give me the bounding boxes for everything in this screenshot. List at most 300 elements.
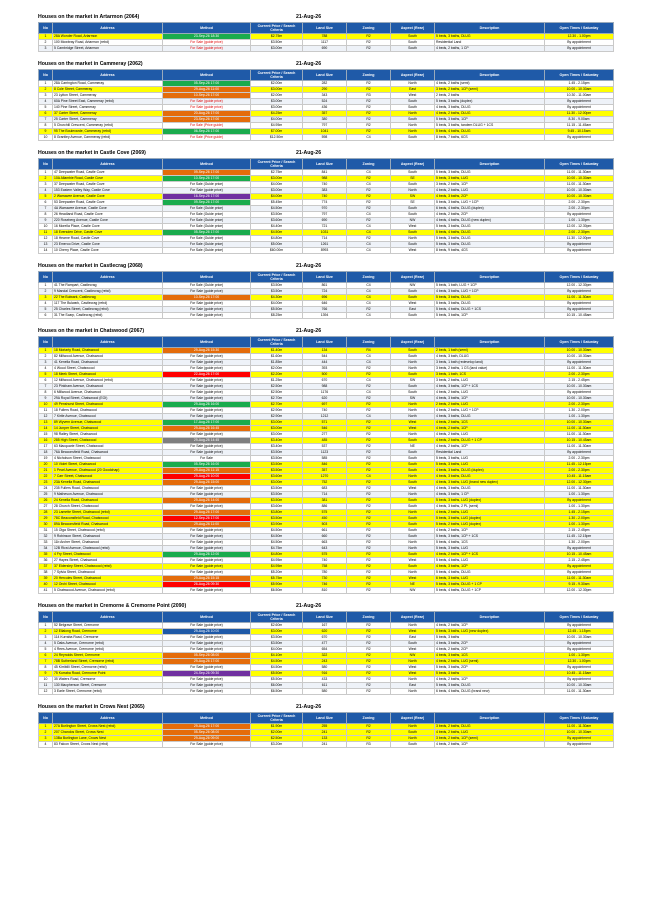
header-price: Current Price / Search Criteria [251, 612, 303, 623]
header-land-size: Land Size [303, 23, 347, 34]
header-price: Current Price / Search Criteria [251, 337, 303, 348]
cell-address: 8 Grantley Avenue, Cammeray (rebd) [53, 135, 163, 141]
cell-no: 2 [39, 176, 53, 182]
header-method: Method [163, 23, 251, 34]
header-description: Description [435, 337, 545, 348]
cell-zoning: R2 [347, 402, 391, 408]
cell-no: 13 [39, 420, 53, 426]
cell-method: For Sale (guide price) [163, 414, 251, 420]
cell-land-size: 444 [303, 360, 347, 366]
section-date: 21-Aug-26 [296, 704, 322, 710]
cell-aspect: North [391, 510, 435, 516]
cell-land-size: 696 [303, 295, 347, 301]
cell-aspect: North [391, 689, 435, 695]
cell-method: For Sale [163, 456, 251, 462]
table-row[interactable] [39, 313, 614, 319]
cell-open-times: 2.00 - 2.30pm [545, 200, 614, 206]
cell-aspect: South [391, 354, 435, 360]
header-land-size: Land Size [303, 612, 347, 623]
cell-price: $3.50m [251, 40, 303, 46]
cell-no: 6 [39, 378, 53, 384]
cell-no: 34 [39, 546, 53, 552]
cell-zoning: C4 [347, 230, 391, 236]
cell-open-times: 2.15 - 2.45pm [545, 378, 614, 384]
cell-description: 4 beds, 3 baths, LUG (brand new duplex) [435, 480, 545, 486]
table-row[interactable] [39, 248, 614, 254]
cell-no: 1 [39, 348, 53, 354]
cell-address: 95 The Boulevarde, Cammeray (rebd) [53, 129, 163, 135]
cell-zoning: R2 [347, 635, 391, 641]
section-title: Houses on the market in Crows Nest (2065) [38, 704, 145, 710]
table-header-row [39, 337, 614, 348]
cell-open-times: 10.00 - 10.30am [545, 176, 614, 182]
cell-aspect: North [391, 540, 435, 546]
cell-zoning: R2 [347, 730, 391, 736]
cell-open-times: By appointment [545, 307, 614, 313]
section-title-row [38, 150, 613, 158]
cell-zoning: R2 [347, 34, 391, 40]
cell-no: 17 [39, 444, 53, 450]
cell-open-times: 10.45 - 11.15am [545, 474, 614, 480]
cell-method: For Sale (guide price) [163, 188, 251, 194]
cell-open-times: 2.00 - 2.30pm [545, 372, 614, 378]
cell-price: $3.00m [251, 629, 303, 635]
cell-land-size: 243 [303, 659, 347, 665]
header-zoning: Zoning [347, 612, 391, 623]
cell-no: 31 [39, 528, 53, 534]
cell-address: 49 Penshurst Street, Chatswood [53, 402, 163, 408]
cell-address: 53 Deepwater Road, Castle Cove [53, 200, 163, 206]
cell-open-times: 12.00 - 12.30pm [545, 480, 614, 486]
cell-zoning: C4 [347, 360, 391, 366]
cell-method: For Sale (guide price) [163, 301, 251, 307]
cell-aspect: South [391, 390, 435, 396]
cell-zoning: R2 [347, 426, 391, 432]
section-title-row [38, 328, 613, 336]
cell-method: For Sale (Guide price) [163, 283, 251, 289]
cell-description: 5 beds, 3 baths, tandem DLUG + 1CS [435, 123, 545, 129]
cell-description: 4 beds, 2 baths, DLUG + 1 CP [435, 438, 545, 444]
cell-open-times: By appointment [545, 99, 614, 105]
cell-open-times: 12.00 - 12.30pm [545, 283, 614, 289]
cell-price: $3.40m [251, 444, 303, 450]
cell-address: 5 Chatswood Avenue, Chatswood (rebd) [53, 588, 163, 594]
header-method: Method [163, 70, 251, 81]
cell-price: $2.00m [251, 81, 303, 87]
cell-price: $3.00m [251, 87, 303, 93]
cell-land-size: 544 [303, 354, 347, 360]
cell-description: 5 beds, 3 baths, DLUG [435, 224, 545, 230]
cell-open-times: By appointment [545, 570, 614, 576]
cell-land-size: 585 [303, 456, 347, 462]
cell-address: 60A Pine Street East, Cammeray (rebd) [53, 99, 163, 105]
cell-method: 20-Aug-26 17:00 [163, 111, 251, 117]
cell-open-times: By appointment [545, 390, 614, 396]
cell-zoning: R2 [347, 408, 391, 414]
cell-zoning: R2 [347, 176, 391, 182]
cell-zoning: R2 [347, 504, 391, 510]
cell-description: 5 beds, 3 baths, LUG (new duplex) [435, 629, 545, 635]
cell-no: 1 [39, 34, 53, 40]
cell-price: $4.00m [251, 182, 303, 188]
cell-aspect: West [391, 224, 435, 230]
cell-address: 28A Carrington Road, Cammeray [53, 81, 163, 87]
cell-price: $1.60m [251, 354, 303, 360]
cell-zoning: C4 [347, 242, 391, 248]
cell-method: For Sale (guide price) [163, 492, 251, 498]
header-no: No [39, 23, 53, 34]
cell-address: 12 Millwood Avenue, Chatswood (rebd) [53, 378, 163, 384]
cell-zoning: R2 [347, 522, 391, 528]
cell-open-times: 11.00 - 11.30am [545, 182, 614, 188]
cell-zoning: R2 [347, 450, 391, 456]
section-title-row [38, 704, 613, 712]
header-land-size: Land Size [303, 713, 347, 724]
cell-method: 24-Sep-26 09:30 [163, 671, 251, 677]
header-open-times: Open Times / Saturday [545, 23, 614, 34]
table-header-row [39, 23, 614, 34]
cell-price: $3.50m [251, 492, 303, 498]
cell-description: 5 beds, 3 baths [435, 671, 545, 677]
cell-description: 4 beds, 2 baths, LUG [435, 510, 545, 516]
cell-method: 09-Sep-26 17:00 [163, 200, 251, 206]
cell-method: For Sale (guide price) [163, 307, 251, 313]
cell-zoning: C4 [347, 248, 391, 254]
cell-land-size: 611 [303, 683, 347, 689]
suburb-section [38, 263, 613, 319]
cell-aspect: East [391, 307, 435, 313]
cell-land-size: 620 [303, 396, 347, 402]
header-address: Address [53, 23, 163, 34]
cell-price: $5.90m [251, 582, 303, 588]
cell-open-times: 1.00 - 1.30pm [545, 653, 614, 659]
cell-price: $6.50m [251, 588, 303, 594]
cell-open-times: 10.00 - 10.30am [545, 730, 614, 736]
cell-price: $5.20m [251, 570, 303, 576]
cell-price: $8.25m [251, 313, 303, 319]
cell-open-times: By appointment [545, 40, 614, 46]
cell-zoning: R2 [347, 372, 391, 378]
cell-address: 7 Sylvia Street, Chatswood [53, 570, 163, 576]
header-zoning: Zoning [347, 70, 391, 81]
cell-method: For Sale (guide price) [163, 534, 251, 540]
cell-land-size: 1261 [303, 242, 347, 248]
cell-aspect: NW [391, 588, 435, 594]
cell-price: $3.50m [251, 486, 303, 492]
cell-description: 4 beds, 3 bath, DLUG [435, 354, 545, 360]
cell-no: 1 [39, 623, 53, 629]
cell-price: $4.80m [251, 552, 303, 558]
cell-address: 35 Waters Road, Cremorne [53, 677, 163, 683]
cell-land-size: 393 [303, 366, 347, 372]
cell-method: For Sale (guide price) [163, 408, 251, 414]
cell-aspect: West [391, 576, 435, 582]
cell-open-times: 1.30 - 2.00pm [545, 540, 614, 546]
header-no: No [39, 70, 53, 81]
cell-aspect: South [391, 522, 435, 528]
table-row[interactable] [39, 742, 614, 748]
cell-land-size: 746 [303, 582, 347, 588]
cell-aspect: North [391, 408, 435, 414]
cell-no: 10 [39, 135, 53, 141]
cell-method: For Sale (Guide price) [163, 218, 251, 224]
cell-zoning: R2 [347, 194, 391, 200]
cell-open-times: 12.00 - 12.30pm [545, 224, 614, 230]
cell-price: $4.10m [251, 653, 303, 659]
cell-description: 4 beds, 2 baths, 1CP [435, 623, 545, 629]
cell-land-size: 537 [303, 444, 347, 450]
cell-method: For Sale (Guide price) [163, 236, 251, 242]
cell-aspect: West [391, 647, 435, 653]
cell-zoning: R2 [347, 81, 391, 87]
cell-description: 5 beds, 3 baths, DLUG [435, 170, 545, 176]
cell-open-times: By appointment [545, 135, 614, 141]
cell-no: 2 [39, 730, 53, 736]
cell-open-times: By appointment [545, 212, 614, 218]
section-title-row [38, 14, 613, 22]
cell-land-size: 524 [303, 99, 347, 105]
header-open-times: Open Times / Saturday [545, 159, 614, 170]
cell-description: 4 beds, 3 baths, DLUG [435, 474, 545, 480]
cell-land-size: 8993 [303, 248, 347, 254]
cell-address: 12B Ricst Avenue, Chatswood (rebd) [53, 546, 163, 552]
cell-method: For Sale (guide price) [163, 390, 251, 396]
cell-zoning: C4 [347, 182, 391, 188]
cell-method: 05-Sep-26 08:00 [163, 653, 251, 659]
cell-no: 22 [39, 474, 53, 480]
cell-no: 2 [39, 40, 53, 46]
cell-land-size: 503 [303, 522, 347, 528]
header-price: Current Price / Search Criteria [251, 159, 303, 170]
cell-land-size: 241 [303, 730, 347, 736]
cell-land-size: 1041 [303, 129, 347, 135]
cell-zoning: C4 [347, 474, 391, 480]
cell-land-size: 546 [303, 426, 347, 432]
section-date: 21-Aug-26 [296, 61, 322, 67]
cell-price: $5.50m [251, 671, 303, 677]
cell-method: 12-Sep-26 17:00 [163, 516, 251, 522]
cell-land-size: 714 [303, 236, 347, 242]
section-title: Houses on the market in Castlecrag (2068) [38, 263, 143, 269]
cell-open-times: 1.45 - 2.15pm [545, 510, 614, 516]
cell-zoning: C4 [347, 390, 391, 396]
cell-description: 4 beds, 4 baths, DLUG (new duplex) [435, 218, 545, 224]
cell-land-size: 134 [303, 348, 347, 354]
cell-no: 35 [39, 552, 53, 558]
cell-description: 4 beds, 2 baths, LUG [435, 730, 545, 736]
cell-aspect: North [391, 360, 435, 366]
cell-no: 26 [39, 498, 53, 504]
cell-description: 3 beds, 1 bath (redevelop land) [435, 360, 545, 366]
header-aspect: Aspect (Rear) [391, 159, 435, 170]
cell-aspect: South [391, 40, 435, 46]
listings-table [38, 22, 614, 52]
cell-aspect: West [391, 558, 435, 564]
cell-zoning: R2 [347, 570, 391, 576]
cell-aspect: South [391, 480, 435, 486]
cell-method: 29-Aug-26 17:00 [163, 724, 251, 730]
cell-zoning: R2 [347, 546, 391, 552]
cell-land-size: 1117 [303, 40, 347, 46]
cell-method: For Sale (guide price) [163, 450, 251, 456]
cell-land-size: 663 [303, 540, 347, 546]
cell-method: 23-Sep-26 18:30 [163, 34, 251, 40]
cell-no: 10 [39, 224, 53, 230]
cell-open-times: 1.30 - 2.00pm [545, 516, 614, 522]
cell-method: For Sale (guide price) [163, 635, 251, 641]
cell-method: 29-Aug-26 17:00 [163, 659, 251, 665]
header-method: Method [163, 337, 251, 348]
section-title: Houses on the market in Cremorne & Cremorne Point (2090) [38, 603, 187, 609]
cell-open-times: By appointment [545, 546, 614, 552]
cell-price: $3.80m [251, 510, 303, 516]
cell-no: 8 [39, 212, 53, 218]
cell-method: 10-Sep-26 17:00 [163, 176, 251, 182]
cell-no: 2 [39, 289, 53, 295]
cell-address: 285 High Street, Chatswood [53, 438, 163, 444]
cell-open-times: By appointment [545, 450, 614, 456]
cell-no: 16 [39, 438, 53, 444]
cell-description: 5 beds, 3 baths, DLUG [435, 242, 545, 248]
cell-land-size: 724 [303, 289, 347, 295]
cell-price: $3.50m [251, 450, 303, 456]
cell-description: 4 beds, 3 baths, 1CP [435, 396, 545, 402]
cell-description: 4 beds, 2 baths, DLUG [435, 111, 545, 117]
cell-aspect: North [391, 188, 435, 194]
cell-address: 23 Lytton Street, Cammeray [53, 93, 163, 99]
header-no: No [39, 159, 53, 170]
cell-zoning: R2 [347, 653, 391, 659]
cell-no: 36 [39, 558, 53, 564]
cell-no: 5 [39, 307, 53, 313]
cell-no: 15 [39, 432, 53, 438]
cell-address: 45 Kirribilli Street, Cremorne (rebd) [53, 665, 163, 671]
cell-price: $3.50m [251, 289, 303, 295]
cell-method: 05-Sep-26 17:00 [163, 81, 251, 87]
header-aspect: Aspect (Rear) [391, 70, 435, 81]
cell-description: 5 beds, 3 baths, 1CP + 1CS [435, 534, 545, 540]
cell-price: $2.90m [251, 408, 303, 414]
cell-no: 19 [39, 456, 53, 462]
cell-land-size: 654 [303, 647, 347, 653]
cell-aspect: South [391, 34, 435, 40]
cell-land-size: 721 [303, 224, 347, 230]
cell-aspect: South [391, 206, 435, 212]
cell-price: $4.50m [251, 659, 303, 665]
cell-open-times: By appointment [545, 242, 614, 248]
cell-price: $4.50m [251, 665, 303, 671]
cell-aspect: South [391, 384, 435, 390]
cell-no: 25 [39, 492, 53, 498]
cell-zoning: R2 [347, 629, 391, 635]
header-address: Address [53, 713, 163, 724]
cell-description: 5 beds, 3 baths, LUG (duplex) [435, 516, 545, 522]
cell-method: For Sale (guide price) [163, 623, 251, 629]
suburb-section [38, 603, 613, 695]
cell-no: 3 [39, 93, 53, 99]
table-row[interactable] [39, 46, 614, 52]
table-row[interactable] [39, 135, 614, 141]
cell-aspect: South [391, 313, 435, 319]
cell-zoning: C4 [347, 301, 391, 307]
cell-land-size: 255 [303, 724, 347, 730]
cell-zoning: R2 [347, 623, 391, 629]
cell-land-size: 646 [303, 301, 347, 307]
header-aspect: Aspect (Rear) [391, 23, 435, 34]
header-zoning: Zoning [347, 713, 391, 724]
cell-no: 5 [39, 105, 53, 111]
cell-description: 5 beds, 3 baths, 1CP [435, 313, 545, 319]
cell-method: 29-Aug-26 11:00 [163, 522, 251, 528]
cell-no: 29 [39, 516, 53, 522]
cell-open-times: 10.00 - 10.30am [545, 354, 614, 360]
cell-land-size: 670 [303, 378, 347, 384]
cell-address: 98 Railey Street, Chatswood [53, 432, 163, 438]
cell-open-times: 10.00 - 10.30am [545, 396, 614, 402]
cell-description: 3 beds, 2 baths, 1CP (semi) [435, 87, 545, 93]
cell-land-size: 758 [303, 564, 347, 570]
listings-table [38, 712, 614, 748]
cell-address: 63 Macquarie Street, Chatswood [53, 444, 163, 450]
cell-aspect: NW [391, 653, 435, 659]
suburb-section [38, 61, 613, 141]
cell-price: $4.00m [251, 194, 303, 200]
cell-no: 8 [39, 665, 53, 671]
cell-zoning: R4 [347, 348, 391, 354]
cell-land-size: 277 [303, 432, 347, 438]
cell-address: 8 Cole Street, Cammeray [53, 87, 163, 93]
cell-description: 3 beds, 2 baths, 1 CS (land value) [435, 366, 545, 372]
cell-land-size: 282 [303, 81, 347, 87]
cell-no: 27 [39, 504, 53, 510]
cell-price: $3.50m [251, 283, 303, 289]
cell-address: 13Ba Burlington Lane, Crows Nest [53, 736, 163, 742]
cell-zoning: C4 [347, 414, 391, 420]
cell-no: 33 [39, 540, 53, 546]
cell-aspect: North [391, 724, 435, 730]
cell-price: $3.50m [251, 635, 303, 641]
cell-address: 31 The Scarp, Castlecrag (rebd) [53, 313, 163, 319]
cell-price: $60.00m [251, 248, 303, 254]
cell-land-size: 841 [303, 170, 347, 176]
cell-description: 4 beds, 3 baths, 2CP [435, 194, 545, 200]
cell-method: For Sale (guide price) [163, 528, 251, 534]
table-row[interactable] [39, 689, 614, 695]
cell-address: 11b Archer Street, Chatswood [53, 540, 163, 546]
listings-table [38, 611, 614, 695]
cell-description: 4 beds, 2 baths, LUG [435, 390, 545, 396]
cell-method: For Sale (guide price) [163, 742, 251, 748]
cell-method: For Sale (guide price) [163, 46, 251, 52]
table-row[interactable] [39, 588, 614, 594]
cell-no: 1 [39, 283, 53, 289]
cell-zoning: C4 [347, 378, 391, 384]
cell-open-times: 1.00 - 1.30pm [545, 414, 614, 420]
cell-no: 3 [39, 360, 53, 366]
cell-address: 6 Millwood Avenue, Chatswood [53, 390, 163, 396]
cell-open-times: 11.00 - 11.30am [545, 426, 614, 432]
cell-price: $2.70m [251, 402, 303, 408]
table-header-row [39, 713, 614, 724]
section-title: Houses on the market in Castle Cove (2069) [38, 150, 146, 156]
cell-land-size: 1212 [303, 414, 347, 420]
cell-land-size: 690 [303, 218, 347, 224]
cell-land-size: 683 [303, 486, 347, 492]
cell-description: 5 beds, 3 baths, 1CP [435, 117, 545, 123]
cell-description: 5 beds, 3 baths, LUG [435, 462, 545, 468]
cell-description: 5 beds, 4 baths, LUG [435, 558, 545, 564]
cell-address: 7 Carr Street, Chatswood [53, 474, 163, 480]
